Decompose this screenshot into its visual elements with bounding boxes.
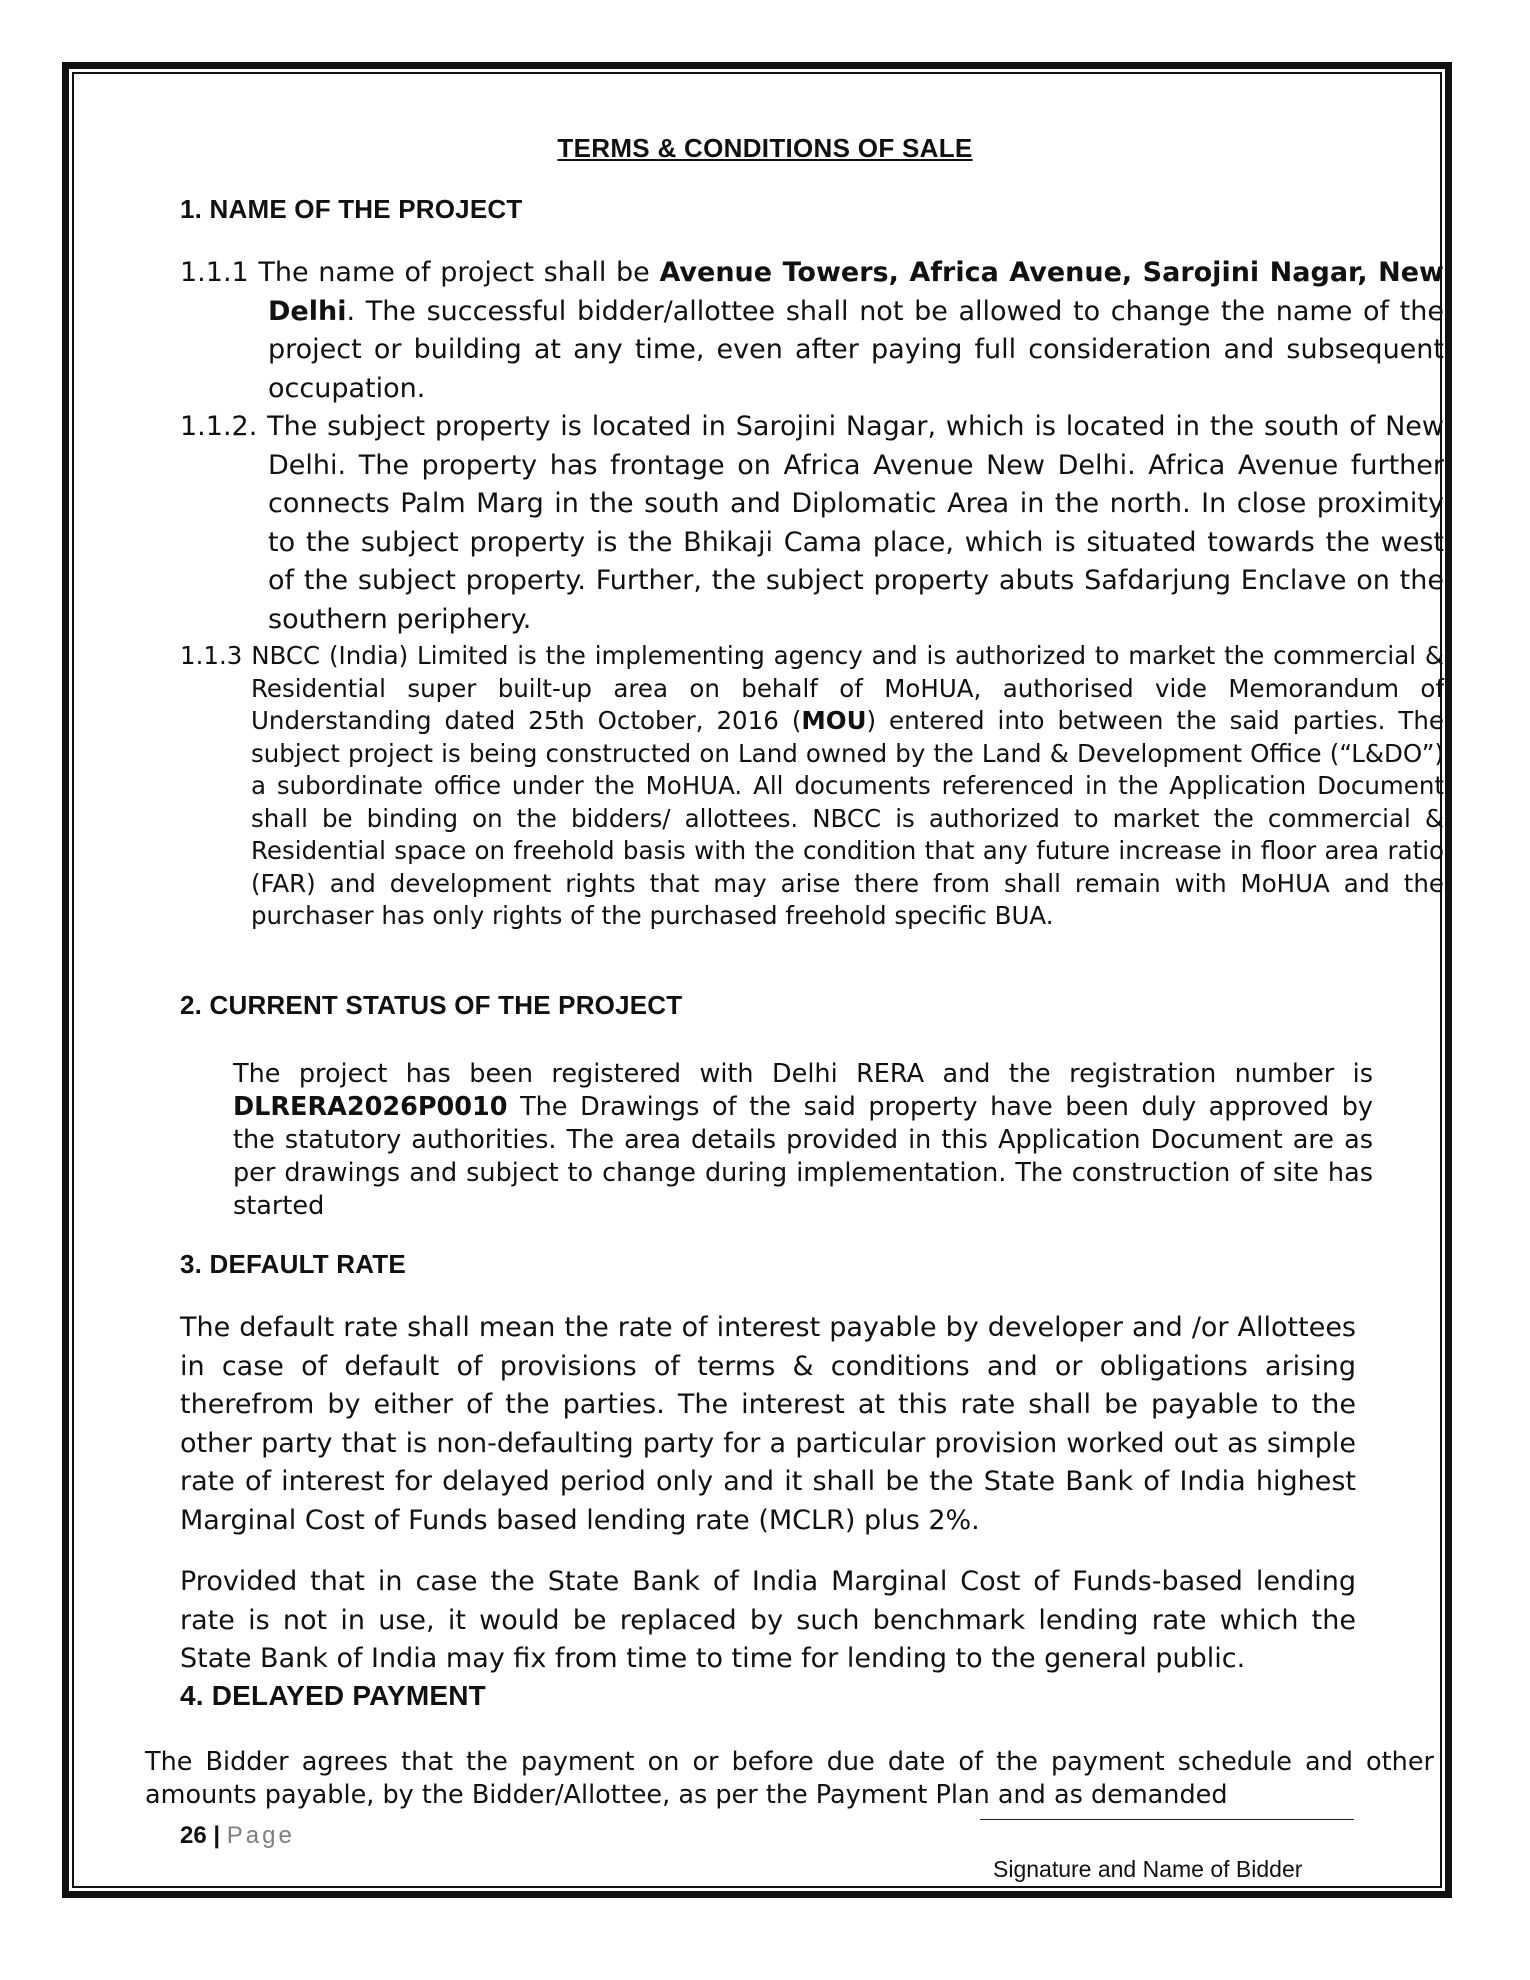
section-3-paragraph-2: Provided that in case the State Bank of India Marginal Cost of Funds-based lending rate is not in use, it would be replaced by such benchmark lending rate which the State Bank of India may fix from time to time for lending to the general public.	[180, 1566, 1356, 1674]
signature-line	[980, 1819, 1354, 1820]
signature-label: Signature and Name of Bidder	[993, 1856, 1303, 1882]
page-number: 26	[180, 1822, 207, 1849]
clause-number: 1.1.2.	[180, 411, 268, 442]
section-4-heading: 4. DELAYED PAYMENT	[180, 1680, 486, 1711]
project-name: Avenue Towers, Africa Avenue, Sarojini Nagar, New Delhi	[268, 257, 1444, 327]
clause-1-1-3: 1.1.3 NBCC (India) Limited is the implementing agency and is authorized to market the commercial & Residential super built-up area on behalf of MoHUA, authorised vide Memorandum of Understanding dated 25th October, 2016 (MOU) entered into between the said parties. The subject project is being constructed on Land owned by the Land & Development Office (“L&DO”) a subordinate office under the MoHUA. All documents referenced in the Application Document shall be binding on the bidders/ allottees. NBCC is authorized to market the commercial & Residential space on freehold basis with the condition that any future increase in floor area ratio (FAR) and development rights that may arise there from shall remain with MoHUA and the purchaser has only rights of the purchased freehold specific BUA.	[180, 641, 1444, 930]
page-footer	[180, 1822, 295, 1850]
clause-number: 1.1.3	[180, 641, 252, 670]
mou-abbrev: MOU	[801, 706, 867, 735]
section-3-paragraph-1: The default rate shall mean the rate of interest payable by developer and /or Allottees in case of default of provisions of terms & conditions and or obligations arising therefrom by either of the parties. The interest at this rate shall be payable to the other party that is non-defaulting party for a particular provision worked out as simple rate of interest for delayed period only and it shall be the State Bank of India highest Marginal Cost of Funds based lending rate (MCLR) plus 2%.	[180, 1312, 1356, 1536]
rera-number: DLRERA2026P0010	[233, 1092, 508, 1122]
section-1-heading: 1. NAME OF THE PROJECT	[180, 194, 523, 224]
clause-1-1-1: 1.1.1 The name of project shall be Avenue Towers, Africa Avenue, Sarojini Nagar, New Delhi. The successful bidder/allottee shall not be allowed to change the name of the project or building at any time, even after paying full consideration and subsequent occupation.	[180, 257, 1444, 404]
page-word: Page	[226, 1822, 295, 1849]
section-4-paragraph: The Bidder agrees that the payment on or before due date of the payment schedule and other amounts payable, by the Bidder/Allottee, as per the Payment Plan and as demanded	[145, 1747, 1434, 1810]
section-3-heading: 3. DEFAULT RATE	[180, 1249, 406, 1279]
section-2-paragraph: The project has been registered with Delhi RERA and the registration number is DLRERA2026P0010 The Drawings of the said property have been duly approved by the statutory authorities. The area details provided in this Application Document are as per drawings and subject to change during implementation. The construction of site has started	[233, 1059, 1373, 1221]
clause-1-1-2: 1.1.2. The subject property is located in Sarojini Nagar, which is located in the south of New Delhi. The property has frontage on Africa Avenue New Delhi. Africa Avenue further connects Palm Marg in the south and Diplomatic Area in the north. In close proximity to the subject property is the Bhikaji Cama place, which is situated towards the west of the subject property. Further, the subject property abuts Safdarjung Enclave on the southern periphery.	[180, 411, 1444, 635]
section-2-heading: 2. CURRENT STATUS OF THE PROJECT	[180, 990, 683, 1020]
clause-number: 1.1.1	[180, 257, 259, 288]
page-separator: |	[206, 1822, 227, 1849]
document-title: TERMS & CONDITIONS OF SALE	[557, 133, 973, 163]
